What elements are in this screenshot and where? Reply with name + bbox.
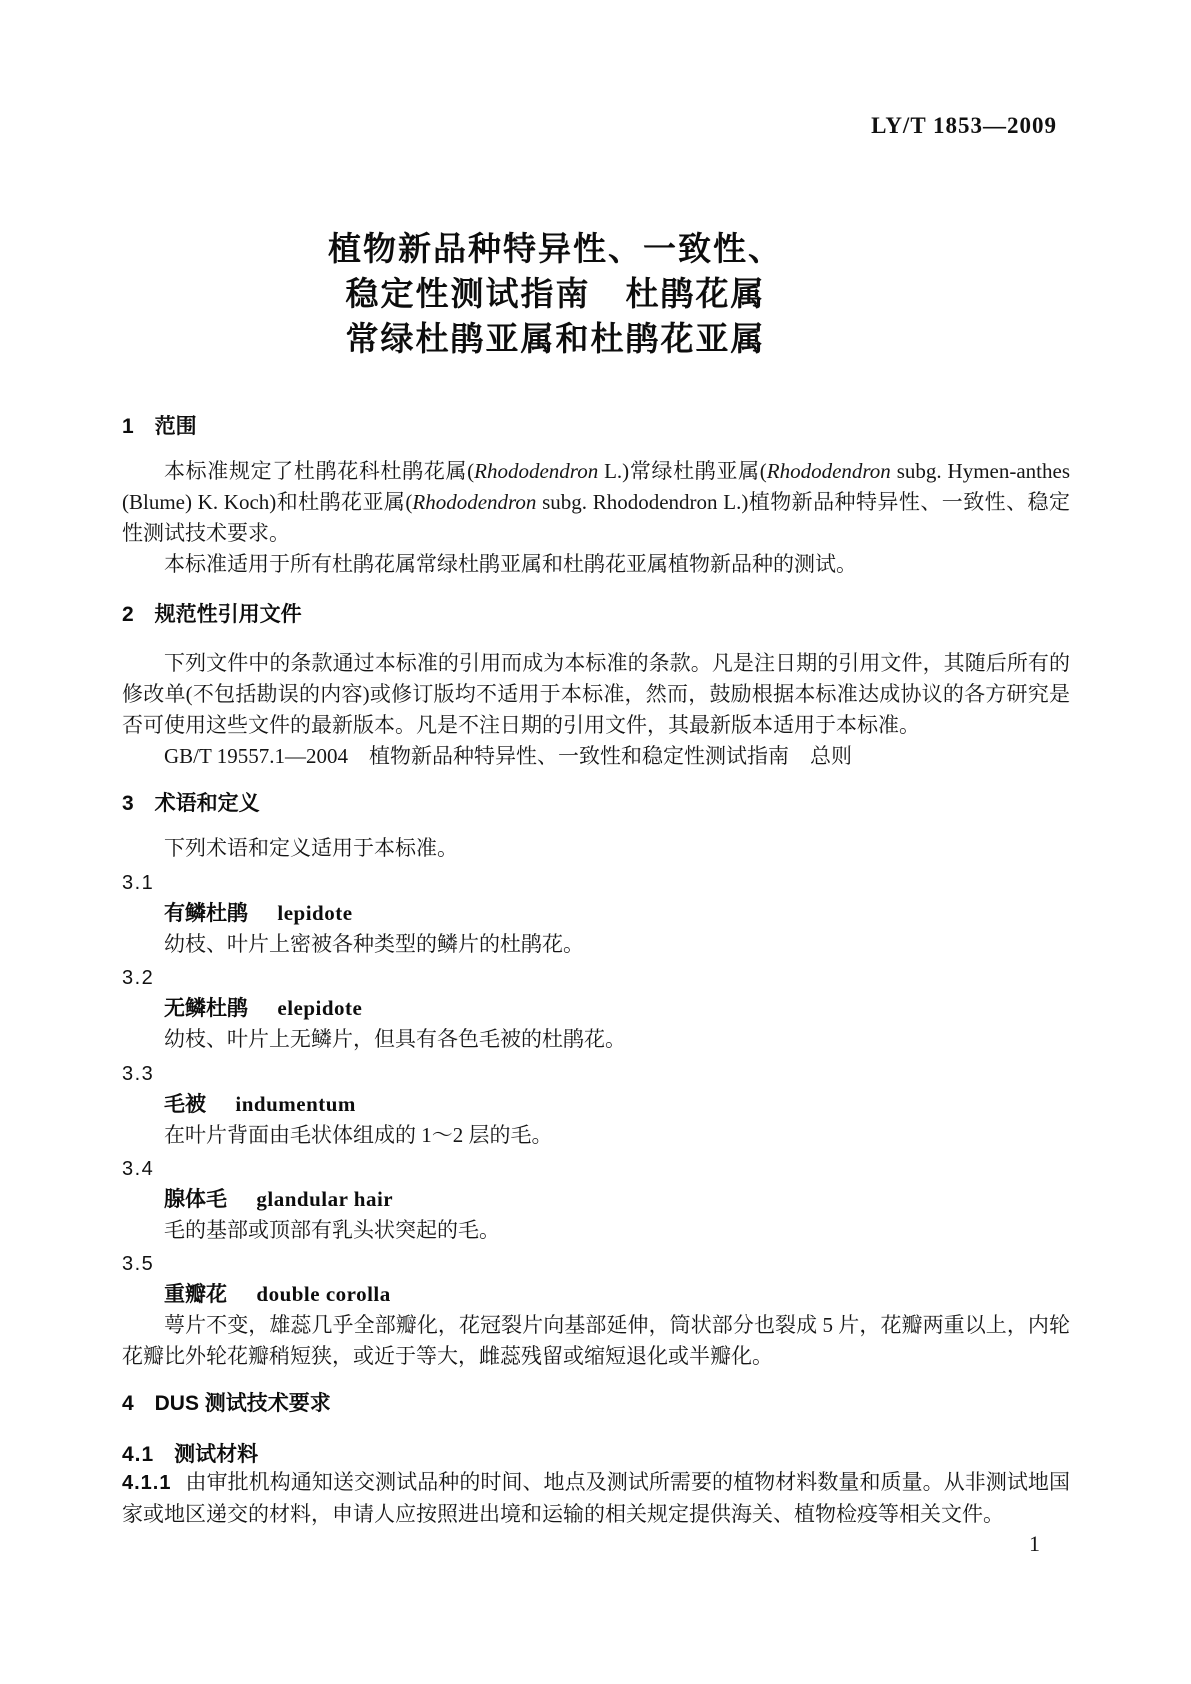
term-name xyxy=(122,993,1070,1024)
section-title: 范围 xyxy=(154,415,197,438)
term-name-zh: 重瓣花 xyxy=(164,1283,227,1306)
term-entry xyxy=(122,1059,1070,1151)
term-number: 3.1 xyxy=(122,872,155,894)
document-title-line-3: 常绿杜鹃亚属和杜鹃花亚属 xyxy=(345,320,766,357)
clause-4-1-1-paragraph xyxy=(122,1467,1070,1530)
term-name-zh: 有鳞杜鹃 xyxy=(164,902,248,925)
section-4-heading xyxy=(122,1390,1070,1418)
section-title: 规范性引用文件 xyxy=(154,603,302,626)
term-definition: 幼枝、叶片上密被各种类型的鳞片的杜鹃花。 xyxy=(164,932,584,956)
document-title-line-2: 稳定性测试指南 杜鹃花属 xyxy=(345,275,766,312)
term-entry xyxy=(122,868,1070,960)
section-number: 2 xyxy=(122,603,135,626)
page-number: 1 xyxy=(1029,1531,1040,1556)
term-name-en: elepidote xyxy=(277,996,363,1020)
term-name-zh: 毛被 xyxy=(164,1093,206,1116)
section-2-heading xyxy=(122,601,1070,629)
section-number: 4.1 xyxy=(122,1443,155,1466)
doc-number: LY/T 1853—2009 xyxy=(871,113,1057,138)
scope-paragraph-2: 本标准适用于所有杜鹃花属常绿杜鹃亚属和杜鹃花亚属植物新品种的测试。 xyxy=(164,552,857,576)
terms-intro: 下列术语和定义适用于本标准。 xyxy=(164,836,458,860)
section-number: 1 xyxy=(122,415,135,438)
term-name-en: double corolla xyxy=(256,1282,391,1306)
clause-number: 4.1.1 xyxy=(122,1472,172,1494)
term-name-en: lepidote xyxy=(277,901,353,925)
section-title: 术语和定义 xyxy=(154,792,260,815)
term-name-en: glandular hair xyxy=(256,1187,394,1211)
page-content xyxy=(122,0,1070,1684)
term-definition: 幼枝、叶片上无鳞片，但具有各色毛被的杜鹃花。 xyxy=(164,1027,626,1051)
term-name xyxy=(122,1184,1070,1215)
term-entry xyxy=(122,1154,1070,1246)
section-3-heading xyxy=(122,790,1070,818)
term-number: 3.5 xyxy=(122,1253,155,1275)
section-number: 4 xyxy=(122,1392,135,1415)
section-1-heading xyxy=(122,413,1070,441)
section-title: DUS 测试技术要求 xyxy=(154,1392,331,1415)
section-title: 测试材料 xyxy=(174,1443,259,1466)
term-name xyxy=(122,1089,1070,1120)
term-definition: 萼片不变，雄蕊几乎全部瓣化，花冠裂片向基部延伸，筒状部分也裂成 5 片，花瓣两重以上，内轮花瓣比外轮花瓣稍短狭，或近于等大，雌蕊残留或缩短退化或半瓣化。 xyxy=(122,1313,1070,1368)
section-number: 3 xyxy=(122,792,135,815)
term-name-en: indumentum xyxy=(235,1092,356,1116)
term-number: 3.4 xyxy=(122,1158,155,1180)
scope-paragraph-1: 本标准规定了杜鹃花科杜鹃花属(Rhododendron L.)常绿杜鹃亚属(Rhododendron subg. Hymen-anthes (Blume) K. Koch)和杜鹃花亚属(Rhododendron subg. Rhododendron L.)植物新品种特异性、一致性、稳定性测试技术要求。 xyxy=(122,459,1070,545)
term-entry xyxy=(122,1249,1070,1372)
term-name-zh: 腺体毛 xyxy=(164,1188,227,1211)
term-definition: 毛的基部或顶部有乳头状突起的毛。 xyxy=(164,1218,500,1242)
term-definition: 在叶片背面由毛状体组成的 1～2 层的毛。 xyxy=(164,1123,553,1147)
term-number: 3.2 xyxy=(122,967,155,989)
referenced-standard: GB/T 19557.1—2004 植物新品种特异性、一致性和稳定性测试指南 总则 xyxy=(164,744,852,768)
term-number: 3.3 xyxy=(122,1063,155,1085)
document-title-line-1: 植物新品种特异性、一致性、 xyxy=(328,230,783,267)
section-4-1-heading xyxy=(122,1441,1070,1469)
term-name-zh: 无鳞杜鹃 xyxy=(164,997,248,1020)
term-name xyxy=(122,1279,1070,1310)
normative-references-paragraph: 下列文件中的条款通过本标准的引用而成为本标准的条款。凡是注日期的引用文件，其随后所有的修改单(不包括勘误的内容)或修订版均不适用于本标准，然而，鼓励根据本标准达成协议的各方研究是否可使用这些文件的最新版本。凡是不注日期的引用文件，其最新版本适用于本标准。 xyxy=(122,651,1070,737)
term-entry xyxy=(122,963,1070,1055)
term-name xyxy=(122,898,1070,929)
clause-text: 由审批机构通知送交测试品种的时间、地点及测试所需要的植物材料数量和质量。从非测试地国家或地区递交的材料，申请人应按照进出境和运输的相关规定提供海关、植物检疫等相关文件。 xyxy=(122,1470,1070,1526)
